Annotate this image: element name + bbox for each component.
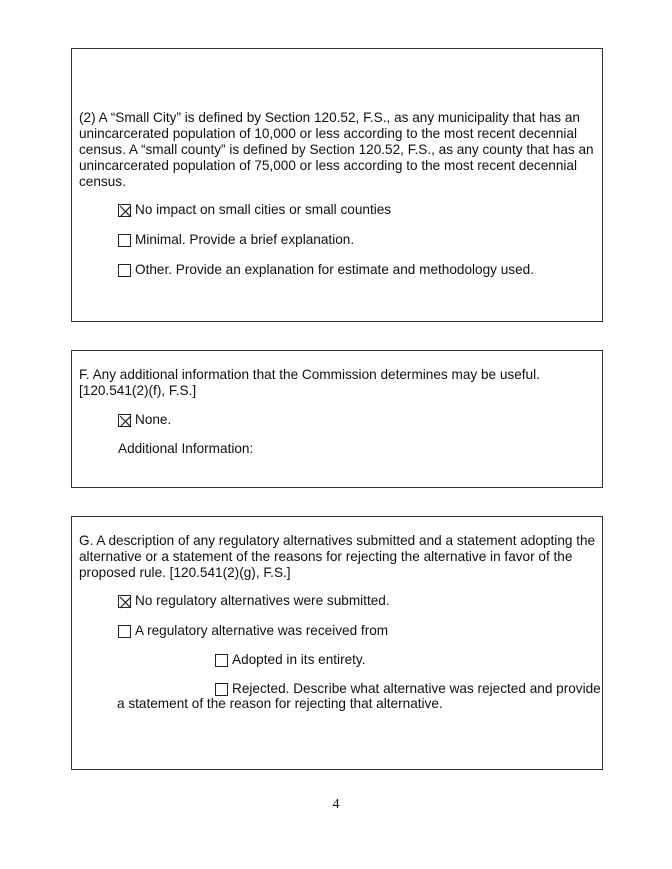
option-adopted <box>215 652 366 668</box>
section-g <box>71 516 603 770</box>
option-label: Adopted in its entirety. <box>232 652 366 667</box>
section-f-text: F. Any additional information that the Commission determines may be useful. [120.541(2)(f), F.S.] <box>79 367 540 398</box>
option-label: A regulatory alternative was received from <box>135 623 389 638</box>
small-city-section <box>71 48 603 322</box>
small-city-definition-text: (2) A “Small City” is defined by Section 120.52, F.S., as any municipality that has an unincarcerated population of 10,000 or less according to the most recent decennial census. A “small county” is defined by Section 120.52, F.S., as any county that has an unincarcerated population of 75,000 or less according to the most recent decennial census. <box>79 110 594 189</box>
option-label: No regulatory alternatives were submitted. <box>135 593 390 608</box>
checked-checkbox-icon[interactable] <box>118 595 131 608</box>
option-none <box>118 412 171 428</box>
option-rejected <box>215 681 601 697</box>
option-no-impact <box>118 202 391 218</box>
empty-checkbox-icon[interactable] <box>118 234 131 247</box>
option-label: No impact on small cities or small counties <box>135 202 392 217</box>
option-alternative-received <box>118 623 388 639</box>
empty-checkbox-icon[interactable] <box>215 654 228 667</box>
rejected-continuation-text: a statement of the reason for rejecting that alternative. <box>117 696 443 711</box>
empty-checkbox-icon[interactable] <box>215 683 228 696</box>
option-label: Rejected. Describe what alternative was rejected and provide <box>232 681 601 696</box>
checked-checkbox-icon[interactable] <box>118 414 131 427</box>
option-no-alternatives <box>118 593 390 609</box>
section-g-text: G. A description of any regulatory alternatives submitted and a statement adopting the alternative or a statement of the reasons for rejecting the alternative in favor of the proposed rule. [120.541(2)(g), F.S.] <box>79 533 596 580</box>
empty-checkbox-icon[interactable] <box>118 625 131 638</box>
option-other <box>118 262 534 278</box>
page-number: 4 <box>332 797 340 812</box>
option-label: Other. Provide an explanation for estimate and methodology used. <box>135 262 534 277</box>
empty-checkbox-icon[interactable] <box>118 264 131 277</box>
checked-checkbox-icon[interactable] <box>118 204 131 217</box>
option-label: Minimal. Provide a brief explanation. <box>135 232 355 247</box>
additional-info-label: Additional Information: <box>118 441 254 456</box>
option-minimal <box>118 232 354 248</box>
section-f <box>71 350 603 488</box>
option-label: None. <box>135 412 172 427</box>
